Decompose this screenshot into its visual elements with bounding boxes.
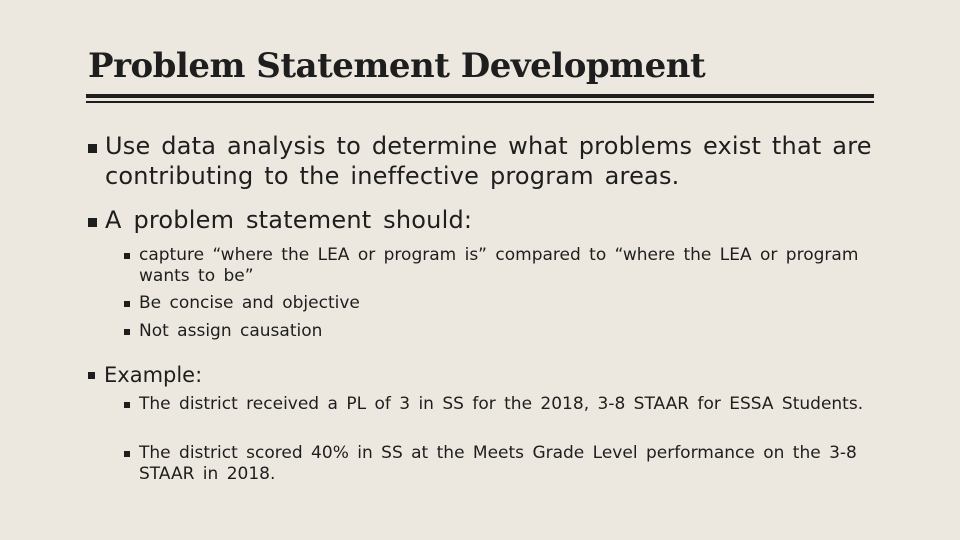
sub-bullet-example-score bbox=[124, 443, 884, 485]
slide-title: Problem Statement Development bbox=[88, 46, 706, 86]
bullet-problem-statement bbox=[88, 205, 878, 235]
square-bullet-icon bbox=[124, 402, 130, 408]
bullet-text: Use data analysis to determine what problems exist that are contributing to the ineffective program areas. bbox=[105, 132, 872, 190]
title-divider-thin bbox=[86, 101, 874, 103]
sub-bullet-text: capture “where the LEA or program is” compared to “where the LEA or program wants to be” bbox=[139, 245, 859, 286]
square-bullet-icon bbox=[124, 329, 130, 335]
square-bullet-icon bbox=[88, 372, 95, 379]
sub-bullet-capture bbox=[124, 245, 884, 287]
square-bullet-icon bbox=[88, 144, 97, 153]
square-bullet-icon bbox=[124, 253, 130, 259]
bullet-text: Example: bbox=[104, 363, 203, 387]
sub-bullet-concise bbox=[124, 293, 884, 314]
sub-bullet-text: Be concise and objective bbox=[139, 293, 360, 313]
square-bullet-icon bbox=[88, 218, 97, 227]
sub-bullet-text: Not assign causation bbox=[139, 321, 323, 341]
square-bullet-icon bbox=[124, 451, 130, 457]
title-divider-thick bbox=[86, 94, 874, 98]
sub-bullet-causation bbox=[124, 321, 884, 342]
sub-bullet-example-pl bbox=[124, 394, 884, 415]
bullet-use-data-analysis bbox=[88, 131, 878, 191]
sub-bullet-text: The district scored 40% in SS at the Meets Grade Level performance on the 3-8 STAAR in 2018. bbox=[139, 443, 857, 484]
bullet-example bbox=[88, 362, 878, 388]
bullet-text: A problem statement should: bbox=[105, 206, 473, 234]
sub-bullet-text: The district received a PL of 3 in SS for the 2018, 3-8 STAAR for ESSA Students. bbox=[139, 394, 864, 414]
square-bullet-icon bbox=[124, 301, 130, 307]
